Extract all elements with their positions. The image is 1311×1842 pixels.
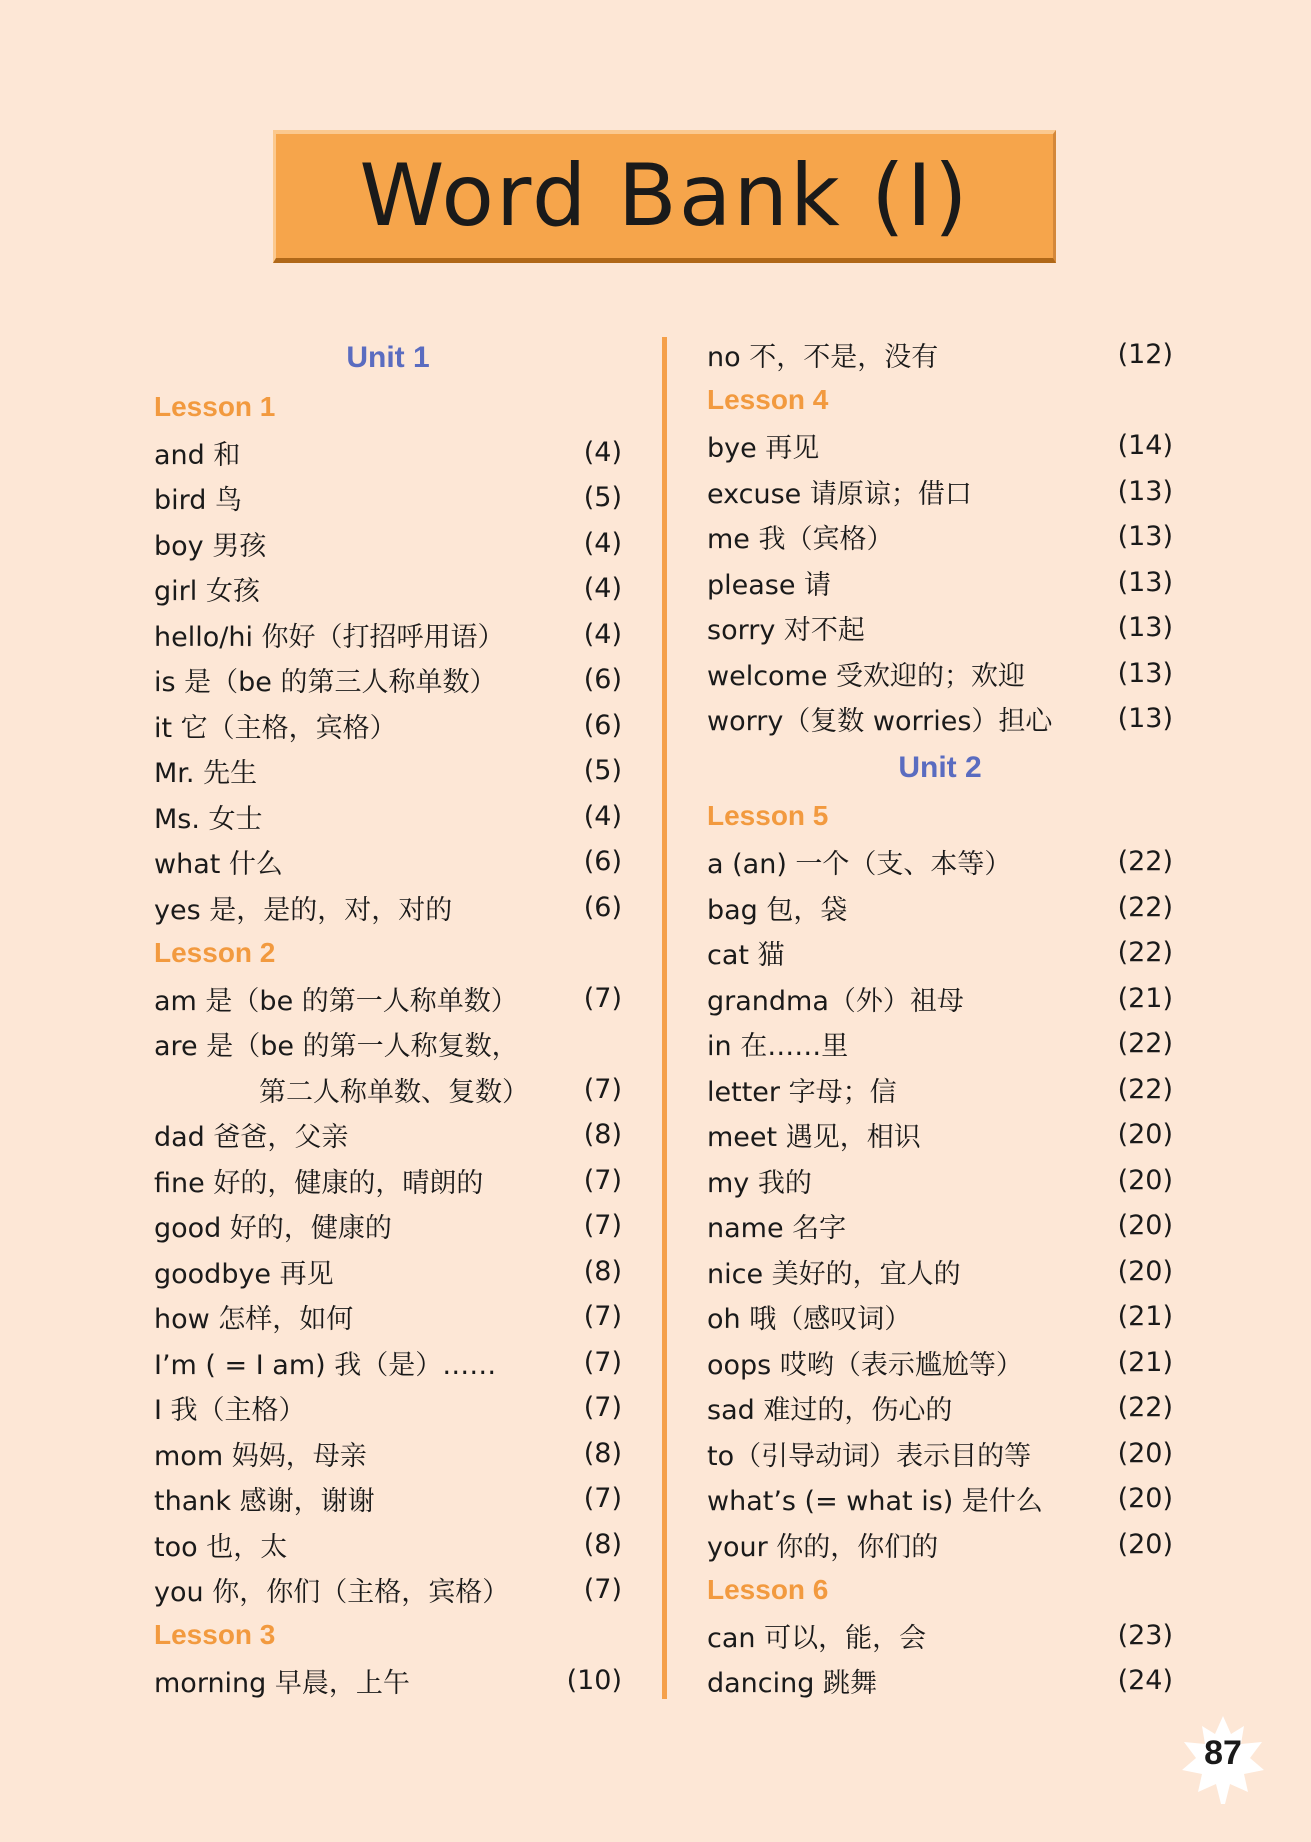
- entry-page-ref: (24): [1117, 1665, 1173, 1697]
- word-entry: [154, 1203, 622, 1249]
- word-entry: [154, 521, 622, 567]
- entry-word: yes 是，是的，对，对的: [154, 894, 453, 926]
- entry-page-ref: (20): [1117, 1437, 1173, 1469]
- entry-word: meet 遇见，相识: [707, 1122, 921, 1154]
- word-entry: [707, 605, 1173, 651]
- entry-page-ref: (22): [1117, 846, 1173, 878]
- entry-word: am 是（be 的第一人称单数）: [154, 985, 518, 1017]
- word-entry: [707, 1431, 1173, 1477]
- entry-page-ref: (8): [583, 1119, 622, 1151]
- word-entry: [707, 1340, 1173, 1386]
- entry-page-ref: (4): [583, 618, 622, 650]
- word-entry: [707, 469, 1173, 515]
- entry-word: it 它（主格，宾格）: [154, 712, 397, 744]
- entry-page-ref: (13): [1117, 521, 1173, 553]
- entry-page-ref: (12): [1117, 339, 1173, 371]
- entry-page-ref: (6): [583, 709, 622, 741]
- entry-page-ref: (14): [1117, 430, 1173, 462]
- word-entry: [707, 1476, 1173, 1522]
- entry-word: cat 猫: [707, 940, 785, 972]
- lesson-heading: Lesson 3: [154, 1619, 276, 1651]
- entry-page-ref: (22): [1117, 1392, 1173, 1424]
- word-entry: [707, 696, 1173, 742]
- word-entry: [154, 1476, 622, 1522]
- entry-word: in 在……里: [707, 1031, 849, 1063]
- entry-word: hello/hi 你好（打招呼用语）: [154, 621, 505, 653]
- word-entry: [154, 566, 622, 612]
- word-entry: [707, 1112, 1173, 1158]
- entry-word: to（引导动词）表示目的等: [707, 1440, 1032, 1472]
- entry-page-ref: (8): [583, 1255, 622, 1287]
- word-entry: [154, 1567, 622, 1613]
- lesson-heading: Lesson 2: [154, 936, 276, 968]
- entry-page-ref: (7): [583, 1073, 622, 1105]
- entry-page-ref: (4): [583, 527, 622, 559]
- entry-page-ref: (13): [1117, 475, 1173, 507]
- word-entry: [154, 1522, 622, 1568]
- word-entry: [707, 1658, 1173, 1704]
- entry-page-ref: (7): [583, 1392, 622, 1424]
- lesson-heading: Lesson 6: [707, 1573, 829, 1605]
- entry-word: your 你的，你们的: [707, 1531, 939, 1563]
- entry-word: dancing 跳舞: [707, 1668, 877, 1700]
- entry-word: mom 妈妈，母亲: [154, 1440, 367, 1472]
- entry-page-ref: (23): [1117, 1619, 1173, 1651]
- entry-page-ref: (6): [583, 846, 622, 878]
- word-entry: [154, 839, 622, 885]
- entry-word: Mr. 先生: [154, 758, 258, 790]
- word-entry: [154, 1158, 622, 1204]
- word-entry: [707, 1067, 1173, 1113]
- entry-page-ref: (5): [583, 482, 622, 514]
- entry-page-ref: (10): [566, 1665, 622, 1697]
- word-entry: [154, 1658, 622, 1704]
- word-entry: [154, 1385, 622, 1431]
- entry-word: me 我（宾格）: [707, 524, 894, 556]
- entry-page-ref: (6): [583, 891, 622, 923]
- word-entry: [707, 885, 1173, 931]
- entry-page-ref: (7): [583, 1301, 622, 1333]
- left-column: [154, 332, 622, 1704]
- entry-word: fine 好的，健康的，晴朗的: [154, 1167, 484, 1199]
- word-entry: [707, 1385, 1173, 1431]
- right-column: [707, 332, 1173, 1704]
- entry-page-ref: (20): [1117, 1164, 1173, 1196]
- entry-page-ref: (20): [1117, 1483, 1173, 1515]
- entry-word: bye 再见: [707, 433, 820, 465]
- word-entry: [154, 794, 622, 840]
- word-entry: [707, 839, 1173, 885]
- page-title: Word Bank (I): [359, 146, 970, 246]
- entry-page-ref: (4): [583, 436, 622, 468]
- word-entry: [154, 657, 622, 703]
- entry-word: please 请: [707, 569, 832, 601]
- word-entry: [707, 1522, 1173, 1568]
- entry-page-ref: (22): [1117, 937, 1173, 969]
- word-entry: [707, 651, 1173, 697]
- word-entry: [707, 514, 1173, 560]
- entry-page-ref: (21): [1117, 1346, 1173, 1378]
- entry-page-ref: (13): [1117, 612, 1173, 644]
- entry-word: sad 难过的，伤心的: [707, 1395, 953, 1427]
- unit-heading: Unit 1: [346, 341, 430, 374]
- column-divider: [662, 337, 667, 1699]
- entry-page-ref: (7): [583, 1574, 622, 1606]
- word-entry: [707, 1294, 1173, 1340]
- word-entry: [154, 885, 622, 931]
- entry-word: bird 鸟: [154, 485, 242, 517]
- entry-word: what 什么: [154, 849, 283, 881]
- entry-word: name 名字: [707, 1213, 847, 1245]
- word-entry: [707, 423, 1173, 469]
- entry-word: excuse 请原谅；借口: [707, 478, 972, 510]
- entry-page-ref: (4): [583, 800, 622, 832]
- word-entry: [154, 612, 622, 658]
- entry-page-ref: (21): [1117, 1301, 1173, 1333]
- word-entry: [707, 976, 1173, 1022]
- word-entry: [707, 1249, 1173, 1295]
- entry-word: dad 爸爸，父亲: [154, 1122, 349, 1154]
- entry-word: goodbye 再见: [154, 1258, 334, 1290]
- word-entry: [707, 1613, 1173, 1659]
- word-entry: [707, 560, 1173, 606]
- entry-page-ref: (8): [583, 1437, 622, 1469]
- word-entry: [154, 1340, 622, 1386]
- entry-word: a (an) 一个（支、本等）: [707, 849, 1012, 881]
- lesson-heading: Lesson 5: [707, 800, 829, 832]
- entry-word: what’s (= what is) 是什么: [707, 1486, 1043, 1518]
- entry-word: 第二人称单数、复数）: [259, 1076, 529, 1108]
- word-entry: [707, 332, 1173, 378]
- entry-page-ref: (5): [583, 755, 622, 787]
- entry-word: thank 感谢，谢谢: [154, 1486, 375, 1518]
- word-entry: [154, 475, 622, 521]
- entry-word: welcome 受欢迎的；欢迎: [707, 660, 1026, 692]
- entry-word: sorry 对不起: [707, 615, 865, 647]
- entry-page-ref: (21): [1117, 982, 1173, 1014]
- entry-word: how 怎样，如何: [154, 1304, 354, 1336]
- lesson-heading: Lesson 1: [154, 390, 276, 422]
- word-entry: [154, 1431, 622, 1477]
- word-entry: [154, 748, 622, 794]
- entry-page-ref: (20): [1117, 1255, 1173, 1287]
- word-entry: [154, 976, 622, 1022]
- entry-word: Ms. 女士: [154, 803, 263, 835]
- word-entry: [154, 1021, 622, 1067]
- entry-page-ref: (13): [1117, 566, 1173, 598]
- entry-word: I 我（主格）: [154, 1395, 306, 1427]
- word-entry: [707, 1158, 1173, 1204]
- word-entry: [154, 703, 622, 749]
- entry-word: no 不，不是，没有: [707, 342, 939, 374]
- entry-page-ref: (22): [1117, 1028, 1173, 1060]
- entry-page-ref: (7): [583, 1346, 622, 1378]
- entry-word: too 也，太: [154, 1531, 288, 1563]
- page-number: 87: [1204, 1734, 1242, 1772]
- entry-word: nice 美好的，宜人的: [707, 1258, 961, 1290]
- page-number-badge: [1178, 1712, 1268, 1808]
- entry-word: grandma（外）祖母: [707, 985, 964, 1017]
- word-entry: [154, 1112, 622, 1158]
- entry-word: letter 字母；信: [707, 1076, 897, 1108]
- entry-word: boy 男孩: [154, 530, 267, 562]
- entry-page-ref: (8): [583, 1528, 622, 1560]
- entry-page-ref: (13): [1117, 703, 1173, 735]
- entry-page-ref: (20): [1117, 1119, 1173, 1151]
- entry-word: good 好的，健康的: [154, 1213, 392, 1245]
- entry-word: girl 女孩: [154, 576, 260, 608]
- entry-page-ref: (7): [583, 1164, 622, 1196]
- entry-page-ref: (13): [1117, 657, 1173, 689]
- entry-word: and 和: [154, 439, 241, 471]
- word-entry: [707, 1203, 1173, 1249]
- entry-word: I’m ( = I am) 我（是）……: [154, 1349, 497, 1381]
- entry-page-ref: (7): [583, 1483, 622, 1515]
- entry-page-ref: (6): [583, 664, 622, 696]
- entry-page-ref: (22): [1117, 891, 1173, 923]
- entry-page-ref: (20): [1117, 1528, 1173, 1560]
- entry-word: can 可以，能，会: [707, 1622, 927, 1654]
- word-entry: [154, 430, 622, 476]
- entry-page-ref: (7): [583, 1210, 622, 1242]
- entry-word: are 是（be 的第一人称复数，: [154, 1031, 519, 1063]
- word-entry: [154, 1294, 622, 1340]
- entry-word: worry（复数 worries）担心: [707, 706, 1053, 738]
- entry-word: oh 哦（感叹词）: [707, 1304, 912, 1336]
- entry-word: morning 早晨，上午: [154, 1668, 410, 1700]
- unit-heading: Unit 2: [898, 750, 982, 784]
- entry-word: is 是（be 的第三人称单数）: [154, 667, 497, 699]
- entry-page-ref: (4): [583, 573, 622, 605]
- lesson-heading: Lesson 4: [707, 384, 829, 416]
- entry-word: oops 哎哟（表示尴尬等）: [707, 1349, 1023, 1381]
- title-banner: [273, 130, 1056, 263]
- entry-page-ref: (22): [1117, 1073, 1173, 1105]
- entry-word: my 我的: [707, 1167, 812, 1199]
- entry-word: bag 包，袋: [707, 894, 848, 926]
- word-entry: [707, 1021, 1173, 1067]
- entry-word: you 你，你们（主格，宾格）: [154, 1577, 510, 1609]
- word-entry: [707, 930, 1173, 976]
- word-entry-continuation: [154, 1067, 622, 1113]
- entry-page-ref: (7): [583, 982, 622, 1014]
- word-entry: [154, 1249, 622, 1295]
- entry-page-ref: (20): [1117, 1210, 1173, 1242]
